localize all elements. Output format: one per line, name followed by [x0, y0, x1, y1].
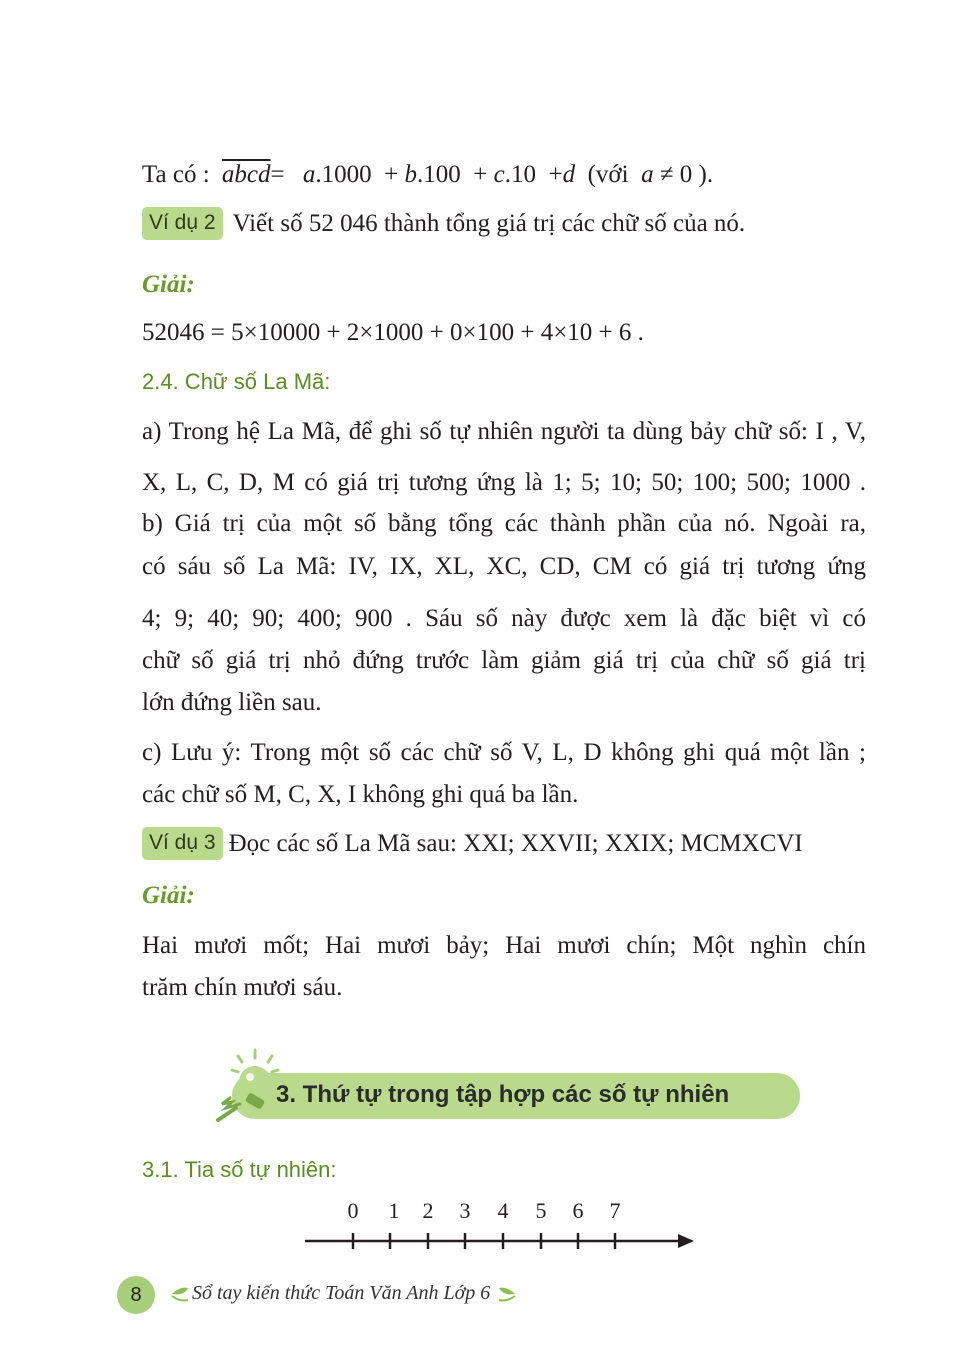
term-100: .100	[417, 161, 461, 188]
tick-label: 2	[422, 1198, 434, 1223]
solution-label-2: Giải:	[142, 882, 195, 909]
example-2	[142, 207, 745, 240]
section-3-1-heading: 3.1. Tia số tự nhiên:	[142, 1157, 337, 1182]
para-c-line-2: các chữ số M, C, X, I không ghi quá ba lần.	[142, 781, 579, 808]
example-2-tag: Ví dụ 2	[142, 207, 223, 240]
answer-3-line-2: trăm chín mươi sáu.	[142, 974, 343, 1001]
leaf-icon	[497, 1284, 517, 1304]
formula-line: Ta có : abcd= a.1000 + b.100 + c.10 +d (với a ≠ 0 ).	[142, 161, 714, 188]
book-title: Sổ tay kiến thức Toán Văn Anh Lớp 6	[192, 1282, 491, 1304]
var-a: a	[302, 161, 316, 188]
tick-label: 0	[347, 1198, 359, 1223]
tick-label: 3	[459, 1198, 471, 1223]
var-b: b	[404, 161, 417, 188]
term-1000: .1000	[315, 161, 372, 188]
solution-label-1: Giải:	[142, 271, 195, 298]
overline-abcd: abcd	[221, 161, 271, 188]
para-b-line-4: chữ số giá trị nhỏ đứng trước làm giảm giá trị của chữ số giá trị	[142, 647, 866, 674]
para-b-line-3: 4; 9; 40; 90; 400; 900 . Sáu số này được xem là đặc biệt vì có	[142, 605, 866, 632]
para-b-line-1: b) Giá trị của một số bằng tổng các thành phần của nó. Ngoài ra,	[142, 510, 866, 537]
term-10: .10	[504, 161, 536, 188]
para-a-line-2: X, L, C, D, M có giá trị tương ứng là 1; 5; 10; 50; 100; 500; 1000 .	[142, 469, 866, 496]
number-ray	[300, 1228, 700, 1254]
example-3	[142, 827, 803, 860]
section-3-title: 3. Thứ tự trong tập hợp các số tự nhiên	[276, 1081, 730, 1108]
ray-arrowhead	[678, 1234, 694, 1248]
leaf-icon	[170, 1284, 190, 1304]
tick-label: 1	[388, 1198, 400, 1223]
example-2-text: Viết số 52 046 thành tổng giá trị các chữ số của nó.	[232, 210, 746, 237]
example-3-text: Đọc các số La Mã sau: XXI; XXVII; XXIX; MCMXCVI	[228, 830, 803, 857]
para-b-line-5: lớn đứng liền sau.	[142, 689, 322, 716]
equals: =	[270, 161, 285, 188]
tick-label: 6	[572, 1198, 584, 1223]
condition-rest: ≠ 0 ).	[659, 161, 714, 188]
condition-var: a	[641, 161, 654, 188]
example-3-tag: Ví dụ 3	[142, 827, 223, 860]
para-a-line-1: a) Trong hệ La Mã, để ghi số tự nhiên người ta dùng bảy chữ số: I , V,	[142, 418, 866, 445]
tick-label: 7	[609, 1198, 621, 1223]
tick-label: 4	[497, 1198, 509, 1223]
formula-prefix: Ta có :	[142, 161, 210, 188]
var-d: d	[562, 161, 576, 188]
condition-open: (với	[587, 161, 629, 188]
section-2-4-heading: 2.4. Chữ số La Mã:	[142, 369, 331, 394]
var-c: c	[493, 161, 505, 188]
para-b-line-2: có sáu số La Mã: IV, IX, XL, XC, CD, CM có giá trị tương ứng	[142, 553, 866, 580]
para-c-line-1: c) Lưu ý: Trong một số các chữ số V, L, D không ghi quá một lần ;	[142, 739, 866, 766]
tick-label: 5	[535, 1198, 547, 1223]
solution-2-expression: 52046 = 5×10000 + 2×1000 + 0×100 + 4×10 + 6 .	[142, 319, 644, 346]
page-number: 8	[117, 1276, 155, 1314]
answer-3-line-1: Hai mươi mốt; Hai mươi bảy; Hai mươi chín; Một nghìn chín	[142, 932, 866, 959]
